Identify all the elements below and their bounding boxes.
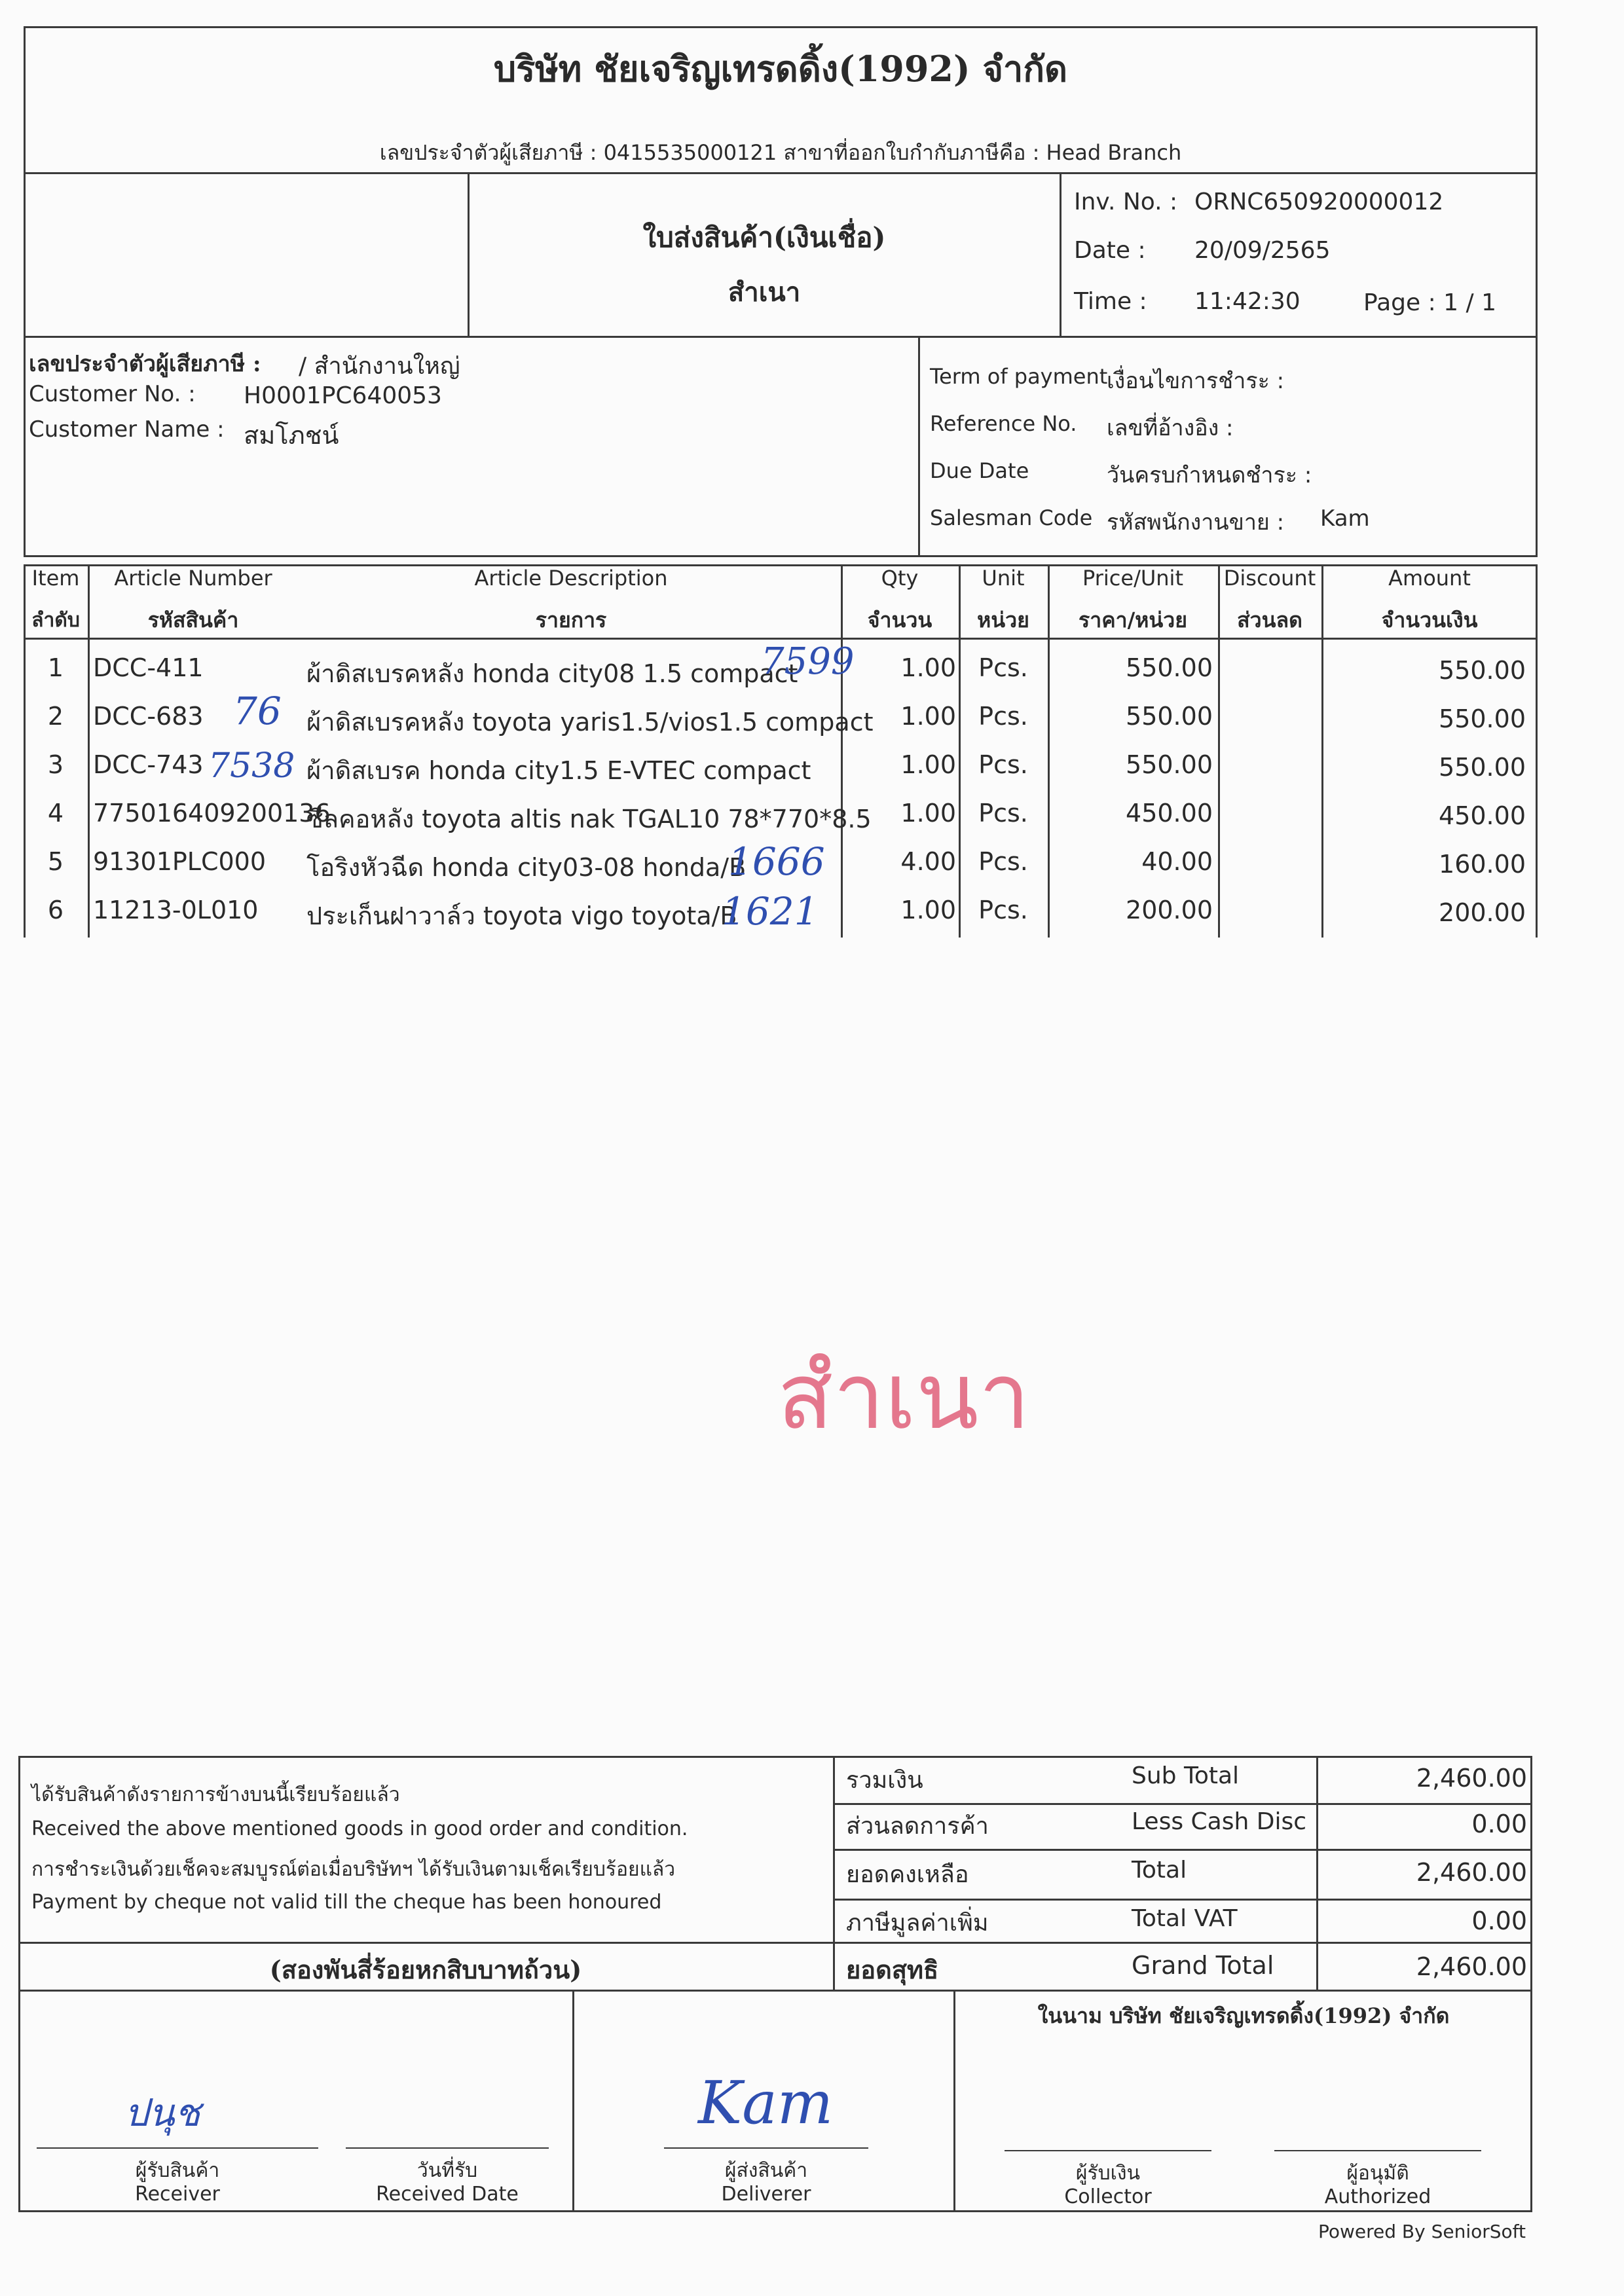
- col-header-amount: Amount: [1388, 566, 1471, 591]
- customer-name-label: Customer Name :: [29, 416, 225, 443]
- col-header-article-th: รหัสสินค้า: [147, 608, 239, 632]
- table-row: [24, 746, 1538, 790]
- row-handwritten-note: 1621: [722, 889, 819, 934]
- collector-label-en: Collector: [1064, 2185, 1152, 2208]
- row-unit: Pcs.: [978, 750, 1028, 779]
- copy-stamp: สำเนา: [777, 1343, 1031, 1450]
- received-date-label-en: Received Date: [376, 2183, 519, 2206]
- deliverer-label-th: ผู้ส่งสินค้า: [724, 2159, 808, 2182]
- divider: [1060, 172, 1061, 338]
- row-description: ผ้าดิสเบรคหลัง honda city08 1.5 compact: [306, 659, 798, 688]
- col-header-description-th: รายการ: [535, 608, 607, 632]
- row-price: 40.00: [1141, 847, 1213, 876]
- reference-label: Reference No.: [930, 411, 1077, 436]
- row-description: ประเก็นฝาวาล์ว toyota vigo toyota/B: [306, 902, 737, 930]
- row-qty: 1.00: [900, 799, 956, 828]
- row-unit: Pcs.: [978, 799, 1028, 828]
- row-unit: Pcs.: [978, 653, 1028, 682]
- row-article: DCC-411: [93, 653, 204, 682]
- receiver-sign-line: [37, 2147, 318, 2149]
- salesman-code: Kam: [1320, 505, 1370, 532]
- row-amount: 550.00: [1439, 656, 1526, 685]
- table-row: [24, 799, 1538, 838]
- date-label: Date :: [1074, 237, 1146, 264]
- divider: [833, 1803, 1532, 1805]
- receiver-label-th: ผู้รับสินค้า: [135, 2159, 220, 2182]
- cash-disc-label-th: ส่วนลดการค้า: [846, 1813, 989, 1840]
- row-handwritten-note: 7599: [761, 640, 855, 683]
- subtotal-label-en: Sub Total: [1132, 1762, 1240, 1789]
- receiver-signature: ปนุช: [124, 2090, 200, 2135]
- total-label-th: ยอดคงเหลือ: [846, 1861, 969, 1888]
- customer-no: H0001PC640053: [244, 382, 442, 409]
- customer-name: สมโภชน์: [244, 421, 339, 450]
- row-item: 5: [47, 847, 64, 876]
- row-qty: 1.00: [900, 653, 956, 682]
- table-row: [24, 839, 1538, 886]
- col-header-discount-th: ส่วนลด: [1237, 608, 1302, 632]
- row-article: DCC-683: [93, 702, 204, 731]
- row-description: โอริงหัวฉีด honda city03-08 honda/B: [306, 853, 747, 882]
- company-name: บริษัท ชัยเจริญเทรดดิ้ง(1992) จำกัด: [493, 48, 1068, 90]
- divider: [1316, 1756, 1318, 1992]
- col-header-amount-th: จำนวนเงิน: [1381, 608, 1478, 632]
- receiver-label-en: Receiver: [135, 2183, 220, 2206]
- row-amount: 200.00: [1439, 898, 1526, 927]
- row-item: 2: [47, 702, 64, 731]
- row-unit: Pcs.: [978, 896, 1028, 924]
- total-value: 2,460.00: [1416, 1858, 1527, 1887]
- row-qty: 4.00: [900, 847, 956, 876]
- row-price: 550.00: [1126, 702, 1213, 731]
- time-value: 11:42:30: [1194, 288, 1301, 315]
- term-payment-label: Term of payment: [930, 364, 1108, 389]
- divider: [833, 1756, 835, 1992]
- vat-value: 0.00: [1471, 1906, 1527, 1935]
- col-header-unit: Unit: [982, 566, 1025, 591]
- row-qty: 1.00: [900, 702, 956, 731]
- term-payment-th: เงื่อนไขการชำระ :: [1107, 368, 1285, 394]
- row-qty: 1.00: [900, 896, 956, 924]
- row-item: 4: [47, 799, 64, 828]
- customer-no-label: Customer No. :: [29, 381, 196, 407]
- note-received-th: ได้รับสินค้าดังรายการข้างบนนี้เรียบร้อยแล้ว: [31, 1783, 400, 1806]
- col-header-article: Article Number: [114, 566, 272, 591]
- powered-by: Powered By SeniorSoft: [1318, 2221, 1526, 2242]
- authorized-sign-line: [1274, 2150, 1481, 2151]
- deliverer-label-en: Deliverer: [721, 2183, 811, 2206]
- salesman-th: รหัสพนักงานขาย :: [1107, 509, 1285, 536]
- cash-disc-label-en: Less Cash Disc: [1132, 1808, 1307, 1835]
- subtotal-label-th: รวมเงิน: [846, 1767, 923, 1794]
- customer-tax-value: / สำนักงานใหญ่: [299, 353, 460, 380]
- grand-total-label-th: ยอดสุทธิ: [846, 1955, 939, 1984]
- header-divider: [24, 638, 1538, 640]
- row-item: 3: [47, 750, 64, 779]
- row-description: ผ้าดิสเบรคหลัง toyota yaris1.5/vios1.5 compact: [306, 708, 874, 737]
- row-amount: 160.00: [1439, 850, 1526, 879]
- col-header-qty: Qty: [881, 566, 919, 591]
- divider: [918, 336, 920, 557]
- row-handwritten-note: 1666: [728, 839, 825, 884]
- collector-label-th: ผู้รับเงิน: [1075, 2162, 1141, 2185]
- company-signature-line: ในนาม บริษัท ชัยเจริญเทรดดิ้ง(1992) จำกัด: [1037, 2003, 1450, 2028]
- row-handwritten-note: 76: [233, 689, 282, 733]
- row-price: 550.00: [1126, 653, 1213, 682]
- doc-subtitle: สำเนา: [728, 277, 801, 308]
- row-price: 550.00: [1126, 750, 1213, 779]
- doc-title: ใบส่งสินค้า(เงินเชื่อ): [642, 221, 886, 253]
- reference-th: เลขที่อ้างอิง :: [1107, 415, 1234, 441]
- row-item: 6: [47, 896, 64, 924]
- grand-total-value: 2,460.00: [1416, 1952, 1527, 1981]
- col-header-price: Price/Unit: [1082, 566, 1183, 591]
- row-qty: 1.00: [900, 750, 956, 779]
- col-header-unit-th: หน่วย: [977, 608, 1029, 632]
- row-price: 200.00: [1126, 896, 1213, 924]
- note-cheque-th: การชำระเงินด้วยเช็คจะสมบูรณ์ต่อเมื่อบริษัทฯ ได้รับเงินตามเช็คเรียบร้อยแล้ว: [31, 1858, 676, 1881]
- table-row: [24, 689, 1538, 741]
- page-number: Page : 1 / 1: [1363, 289, 1496, 316]
- row-article: 11213-0L010: [93, 896, 259, 924]
- row-amount: 550.00: [1439, 753, 1526, 782]
- total-label-en: Total: [1132, 1857, 1187, 1884]
- row-description: ผ้าดิสเบรค honda city1.5 E-VTEC compact: [306, 756, 811, 785]
- collector-sign-line: [1005, 2150, 1211, 2151]
- divider: [18, 1942, 1532, 1944]
- note-received-en: Received the above mentioned goods in good order and condition.: [31, 1817, 688, 1840]
- col-header-qty-th: จำนวน: [867, 608, 932, 632]
- salesman-label: Salesman Code: [930, 505, 1093, 530]
- table-row: [24, 640, 1538, 693]
- subtotal-value: 2,460.00: [1416, 1764, 1527, 1793]
- received-date-label-th: วันที่รับ: [416, 2159, 478, 2182]
- col-header-discount: Discount: [1223, 566, 1316, 591]
- col-header-description: Article Description: [474, 566, 668, 591]
- company-tax-line: เลขประจำตัวผู้เสียภาษี : 0415535000121 สาขาที่ออกใบกำกับภาษีคือ : Head Branch: [379, 140, 1182, 165]
- customer-tax-label: เลขประจำตัวผู้เสียภาษี :: [29, 351, 261, 377]
- vat-label-th: ภาษีมูลค่าเพิ่ม: [846, 1910, 989, 1937]
- authorized-label-th: ผู้อนุมัติ: [1346, 2162, 1409, 2185]
- deliverer-signature: Kam: [698, 2069, 834, 2138]
- note-cheque-en: Payment by cheque not valid till the cheque has been honoured: [31, 1891, 662, 1914]
- row-handwritten-note: 7538: [208, 746, 295, 786]
- row-amount: 450.00: [1439, 801, 1526, 830]
- due-date-label: Due Date: [930, 458, 1029, 483]
- col-header-item-th: ลำดับ: [31, 609, 80, 632]
- divider: [572, 1990, 574, 2212]
- inv-no: ORNC650920000012: [1194, 189, 1444, 215]
- row-article: DCC-743: [93, 750, 204, 779]
- date-value: 20/09/2565: [1194, 237, 1331, 264]
- vat-label-en: Total VAT: [1132, 1905, 1238, 1932]
- row-unit: Pcs.: [978, 702, 1028, 731]
- row-item: 1: [47, 653, 64, 682]
- table-row: [24, 889, 1538, 935]
- amount-in-words: (สองพันสี่ร้อยหกสิบบาทถ้วน): [269, 1955, 582, 1984]
- row-amount: 550.00: [1439, 704, 1526, 733]
- received-date-line: [346, 2147, 549, 2149]
- row-article: 775016409200136: [93, 799, 331, 828]
- due-date-th: วันครบกำหนดชำระ :: [1107, 462, 1312, 488]
- row-unit: Pcs.: [978, 847, 1028, 876]
- row-price: 450.00: [1126, 799, 1213, 828]
- divider: [833, 1849, 1532, 1851]
- row-description: ซีลคอหลัง toyota altis nak TGAL10 78*770*8.5: [306, 805, 872, 833]
- row-article: 91301PLC000: [93, 847, 267, 876]
- divider: [833, 1899, 1532, 1901]
- time-label: Time :: [1074, 288, 1147, 315]
- cash-disc-value: 0.00: [1471, 1810, 1527, 1838]
- inv-no-label: Inv. No. :: [1074, 189, 1178, 215]
- deliverer-sign-line: [664, 2147, 868, 2149]
- col-header-price-th: ราคา/หน่วย: [1079, 608, 1187, 632]
- col-header-item: Item: [31, 566, 80, 591]
- grand-total-label-en: Grand Total: [1132, 1951, 1274, 1980]
- authorized-label-en: Authorized: [1324, 2185, 1431, 2208]
